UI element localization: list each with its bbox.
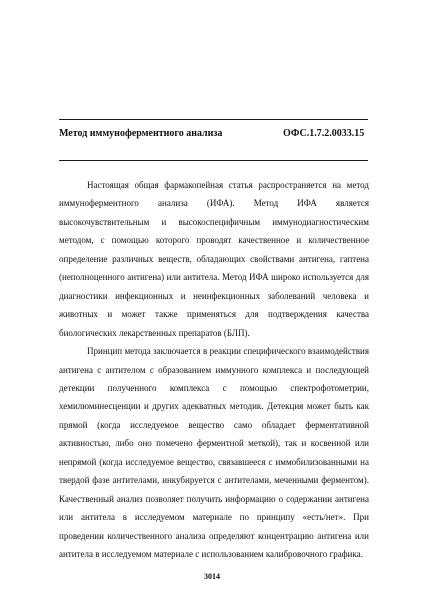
header-bottom-rule [59,160,368,161]
article-body [59,176,369,564]
header-top-rule [59,119,368,120]
page-number: 3014 [204,572,220,581]
article-code: ОФС.1.7.2.0033.15 [283,128,365,139]
article-title: Метод иммуноферментного анализа [59,128,223,139]
paragraph-principle: Принцип метода заключается в реакции специфического взаимодействия антигена с антителом с образованием иммунного комплекса и последующей детекции полученного комплекса с помощью спектрофотометрии, хемилюминесценции и других адекватных методик. Детекция может быть как прямой (когда исследуемое вещество само обладает ферментативной активностью, либо оно помечено ферментной меткой), так и косвенной или непрямой (когда исследуемое вещество, связавшееся с иммобилизованными на твердой фазе антителами, инкубируется с антителами, меченными ферментом). Качественный анализ позволяет получить информацию о содержании антигена или антитела в исследуемом материале по принципу «есть/нет». При проведении количественного анализа определяют концентрацию антигена или антитела в исследуемом материале с использованием калибровочного графика. [59,346,369,560]
paragraph-intro: Настоящая общая фармакопейная статья распространяется на метод иммуноферментного анализа (ИФА). Метод ИФА является высокочувствительным и высокоспецифичным иммунодиагностическим методом, с помощью которого проводят качественное и количественное определение различных веществ, обладающих свойствами антигена, гаптена (неполноценного антигена) или антитела. Метод ИФА широко используется для диагностики инфекционных и неинфекционных заболеваний человека и животных и может также применяться для подтверждения качества биологических лекарственных препаратов (БЛП). [59,180,369,338]
